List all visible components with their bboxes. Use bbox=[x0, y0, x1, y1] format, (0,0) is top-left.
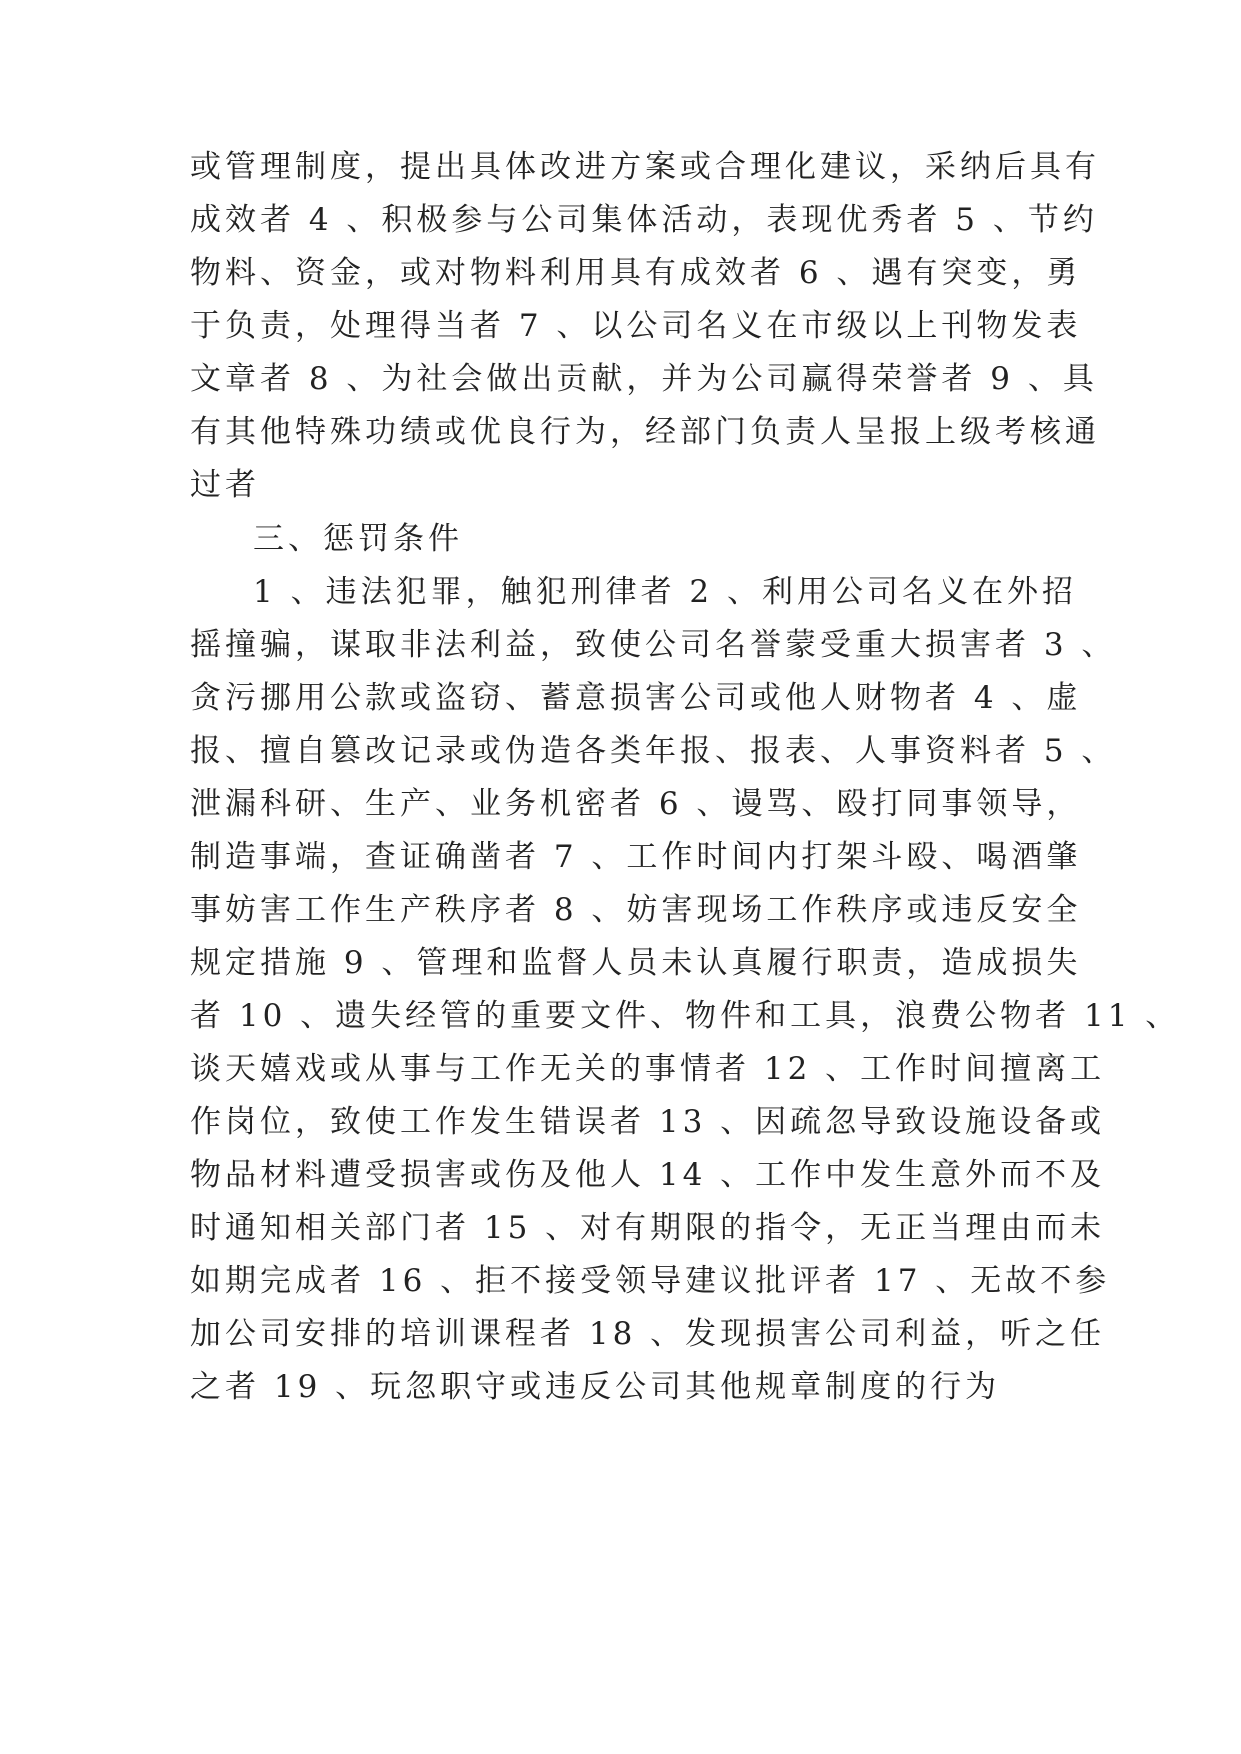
text-line: 过者 bbox=[190, 467, 260, 503]
text-line: 加公司安排的培训课程者 18 、发现损害公司利益，听之任 bbox=[190, 1316, 1106, 1352]
section-heading: 三、惩罚条件 bbox=[253, 521, 463, 557]
text-line: 成效者 4 、积极参与公司集体活动，表现优秀者 5 、节约 bbox=[190, 202, 1098, 238]
text-line: 文章者 8 、为社会做出贡献，并为公司赢得荣誉者 9 、具 bbox=[190, 361, 1098, 397]
text-line: 或管理制度，提出具体改进方案或合理化建议，采纳后具有 bbox=[190, 149, 1100, 185]
text-line: 制造事端，查证确凿者 7 、工作时间内打架斗殴、喝酒肇 bbox=[190, 839, 1082, 875]
text-line: 事妨害工作生产秩序者 8 、妨害现场工作秩序或违反安全 bbox=[190, 892, 1082, 928]
text-line: 泄漏科研、生产、业务机密者 6 、谩骂、殴打同事领导， bbox=[190, 786, 1082, 822]
text-line: 有其他特殊功绩或优良行为，经部门负责人呈报上级考核通 bbox=[190, 414, 1100, 450]
text-line: 时通知相关部门者 15 、对有期限的指令，无正当理由而未 bbox=[190, 1210, 1106, 1246]
text-line: 1 、违法犯罪，触犯刑律者 2 、利用公司名义在外招 bbox=[253, 574, 1078, 610]
text-line: 者 10 、遗失经管的重要文件、物件和工具，浪费公物者 11 、 bbox=[190, 998, 1181, 1034]
text-line: 摇撞骗，谋取非法利益，致使公司名誉蒙受重大损害者 3 、 bbox=[190, 627, 1117, 663]
text-line: 如期完成者 16 、拒不接受领导建议批评者 17 、无故不参 bbox=[190, 1263, 1111, 1299]
text-line: 之者 19 、玩忽职守或违反公司其他规章制度的行为 bbox=[190, 1369, 1001, 1405]
text-line: 于负责，处理得当者 7 、以公司名义在市级以上刊物发表 bbox=[190, 308, 1082, 344]
text-line: 谈天嬉戏或从事与工作无关的事情者 12 、工作时间擅离工 bbox=[190, 1051, 1106, 1087]
text-line: 规定措施 9 、管理和监督人员未认真履行职责，造成损失 bbox=[190, 945, 1082, 981]
text-line: 物品材料遭受损害或伤及他人 14 、工作中发生意外而不及 bbox=[190, 1157, 1106, 1193]
text-line: 作岗位，致使工作发生错误者 13 、因疏忽导致设施设备或 bbox=[190, 1104, 1106, 1140]
text-line: 报、擅自篡改记录或伪造各类年报、报表、人事资料者 5 、 bbox=[190, 733, 1117, 769]
text-line: 贪污挪用公款或盗窃、蓄意损害公司或他人财物者 4 、虚 bbox=[190, 680, 1082, 716]
text-line: 物料、资金，或对物料利用具有成效者 6 、遇有突变，勇 bbox=[190, 255, 1082, 291]
